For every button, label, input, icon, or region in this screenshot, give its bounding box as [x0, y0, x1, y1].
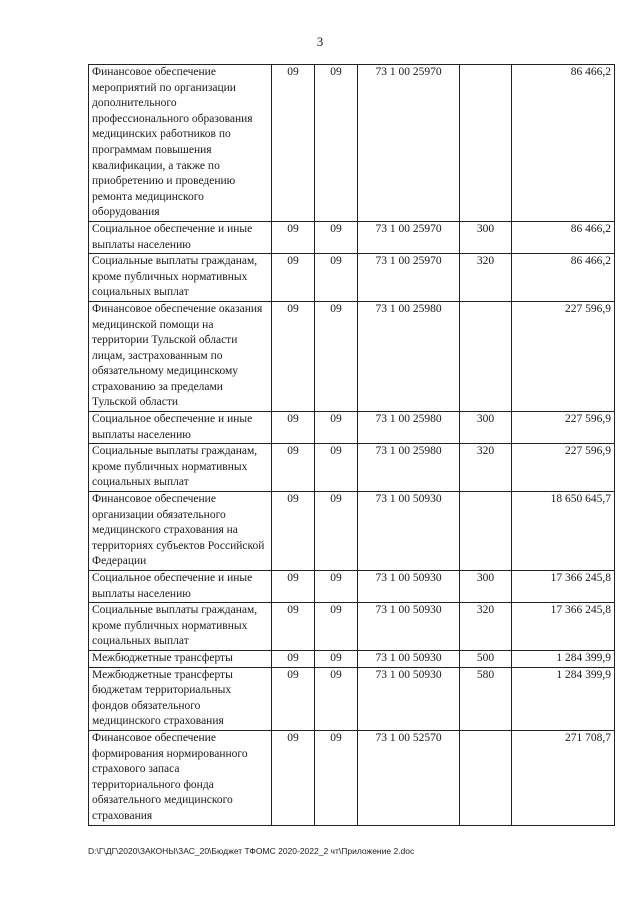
- cell-subsection: 09: [315, 301, 358, 411]
- cell-subsection: 09: [315, 492, 358, 571]
- cell-name: Финансовое обеспечение формирования нормированного страхового запаса территориального фонда обязательного медицинского страхования: [89, 730, 272, 825]
- cell-expense-type: 300: [460, 412, 512, 444]
- cell-section: 09: [272, 730, 315, 825]
- cell-subsection: 09: [315, 571, 358, 603]
- cell-section: 09: [272, 412, 315, 444]
- cell-expense-type: 320: [460, 254, 512, 302]
- cell-target-article: 73 1 00 25980: [358, 301, 460, 411]
- budget-table: [88, 64, 615, 826]
- cell-expense-type: 320: [460, 444, 512, 492]
- cell-subsection: 09: [315, 412, 358, 444]
- cell-name: Социальные выплаты гражданам, кроме публичных нормативных социальных выплат: [89, 603, 272, 651]
- cell-name: Социальные выплаты гражданам, кроме публичных нормативных социальных выплат: [89, 254, 272, 302]
- cell-amount: 86 466,2: [512, 65, 615, 222]
- cell-section: 09: [272, 221, 315, 253]
- cell-name: Социальное обеспечение и иные выплаты населению: [89, 412, 272, 444]
- cell-amount: 17 366 245,8: [512, 571, 615, 603]
- cell-expense-type: 580: [460, 667, 512, 730]
- cell-subsection: 09: [315, 730, 358, 825]
- cell-target-article: 73 1 00 25970: [358, 65, 460, 222]
- cell-amount: 227 596,9: [512, 444, 615, 492]
- cell-amount: 86 466,2: [512, 254, 615, 302]
- cell-target-article: 73 1 00 50930: [358, 650, 460, 667]
- cell-target-article: 73 1 00 52570: [358, 730, 460, 825]
- cell-expense-type: [460, 65, 512, 222]
- cell-subsection: 09: [315, 603, 358, 651]
- cell-name: Межбюджетные трансферты бюджетам территориальных фондов обязательного медицинского страхования: [89, 667, 272, 730]
- cell-subsection: 09: [315, 650, 358, 667]
- cell-section: 09: [272, 650, 315, 667]
- cell-subsection: 09: [315, 444, 358, 492]
- table-row: [89, 650, 615, 667]
- cell-name: Социальное обеспечение и иные выплаты населению: [89, 221, 272, 253]
- cell-expense-type: 300: [460, 571, 512, 603]
- table-row: [89, 730, 615, 825]
- cell-amount: 17 366 245,8: [512, 603, 615, 651]
- cell-name: Финансовое обеспечение мероприятий по организации дополнительного профессионального образования медицинских работников по программам повышения квалификации, а также по приобретению и проведению ремонта медицинского оборудования: [89, 65, 272, 222]
- cell-section: 09: [272, 444, 315, 492]
- cell-section: 09: [272, 254, 315, 302]
- cell-section: 09: [272, 667, 315, 730]
- cell-amount: 227 596,9: [512, 412, 615, 444]
- cell-section: 09: [272, 65, 315, 222]
- cell-target-article: 73 1 00 25970: [358, 221, 460, 253]
- cell-section: 09: [272, 603, 315, 651]
- cell-expense-type: 320: [460, 603, 512, 651]
- cell-name: Межбюджетные трансферты: [89, 650, 272, 667]
- cell-expense-type: [460, 492, 512, 571]
- table-row: [89, 65, 615, 222]
- page-number: 3: [316, 34, 324, 49]
- table-row: [89, 221, 615, 253]
- table-row: [89, 492, 615, 571]
- budget-table-body: [89, 65, 615, 826]
- file-path-footer: D:\Г\ДГ\2020\ЗАКОНЫ\ЗАС_20\Бюджет ТФОМС 2020-2022_2 чт\Приложение 2.doc: [88, 846, 415, 856]
- table-row: [89, 667, 615, 730]
- cell-amount: 1 284 399,9: [512, 650, 615, 667]
- cell-subsection: 09: [315, 221, 358, 253]
- cell-section: 09: [272, 492, 315, 571]
- cell-amount: 1 284 399,9: [512, 667, 615, 730]
- cell-amount: 18 650 645,7: [512, 492, 615, 571]
- cell-expense-type: [460, 301, 512, 411]
- cell-subsection: 09: [315, 65, 358, 222]
- table-row: [89, 571, 615, 603]
- cell-subsection: 09: [315, 667, 358, 730]
- cell-target-article: 73 1 00 25980: [358, 444, 460, 492]
- cell-target-article: 73 1 00 25980: [358, 412, 460, 444]
- cell-expense-type: 300: [460, 221, 512, 253]
- cell-section: 09: [272, 571, 315, 603]
- cell-expense-type: 500: [460, 650, 512, 667]
- cell-subsection: 09: [315, 254, 358, 302]
- cell-name: Финансовое обеспечение организации обязательного медицинского страхования на территориях субъектов Российской Федерации: [89, 492, 272, 571]
- cell-target-article: 73 1 00 50930: [358, 667, 460, 730]
- cell-name: Социальные выплаты гражданам, кроме публичных нормативных социальных выплат: [89, 444, 272, 492]
- cell-amount: 227 596,9: [512, 301, 615, 411]
- cell-amount: 86 466,2: [512, 221, 615, 253]
- cell-name: Финансовое обеспечение оказания медицинской помощи на территории Тульской области лицам, застрахованным по обязательному медицинскому страхованию за пределами Тульской области: [89, 301, 272, 411]
- table-row: [89, 412, 615, 444]
- table-row: [89, 603, 615, 651]
- cell-section: 09: [272, 301, 315, 411]
- cell-target-article: 73 1 00 25970: [358, 254, 460, 302]
- table-row: [89, 301, 615, 411]
- cell-target-article: 73 1 00 50930: [358, 492, 460, 571]
- table-row: [89, 254, 615, 302]
- cell-amount: 271 708,7: [512, 730, 615, 825]
- table-row: [89, 444, 615, 492]
- cell-name: Социальное обеспечение и иные выплаты населению: [89, 571, 272, 603]
- cell-expense-type: [460, 730, 512, 825]
- cell-target-article: 73 1 00 50930: [358, 571, 460, 603]
- cell-target-article: 73 1 00 50930: [358, 603, 460, 651]
